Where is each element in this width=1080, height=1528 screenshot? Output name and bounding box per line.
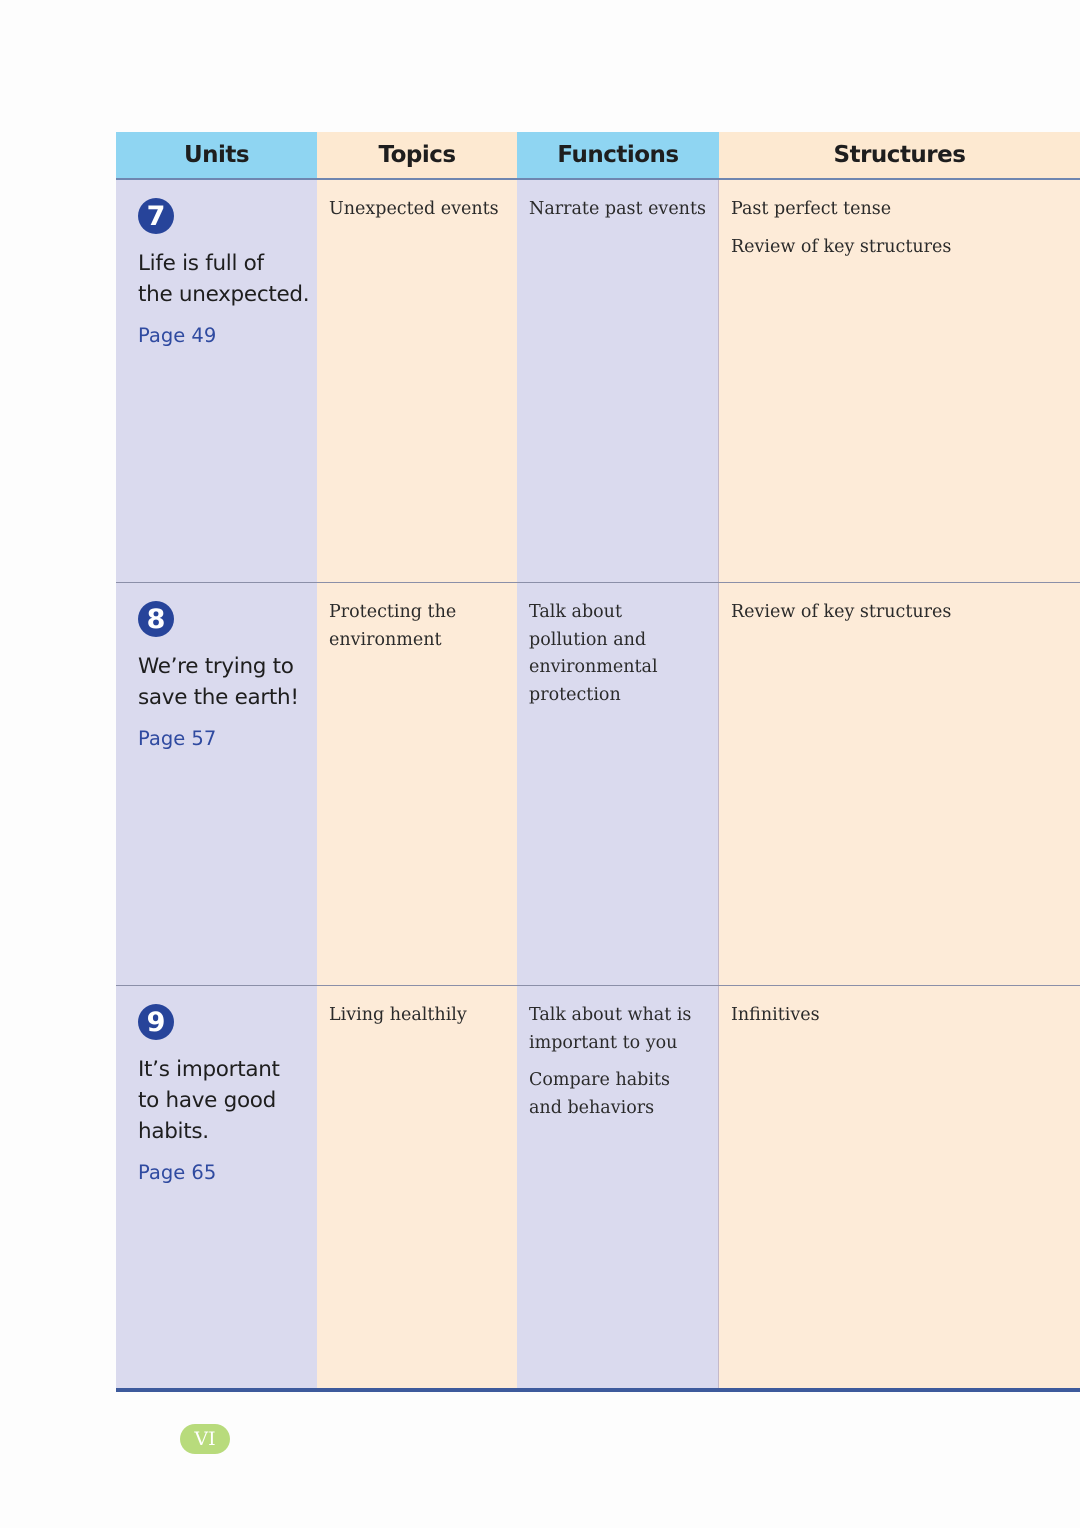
structures-cell xyxy=(719,583,1080,985)
topics-cell xyxy=(317,986,517,1388)
unit-title xyxy=(138,248,317,310)
header-units: Units xyxy=(116,132,317,178)
topic-item: Living healthily xyxy=(329,1005,467,1025)
table-row xyxy=(116,180,1080,583)
structure-item: Review of key structures xyxy=(731,236,952,257)
header-structures: Structures xyxy=(719,132,1080,178)
unit-number-badge: 7 xyxy=(138,198,174,234)
header-functions: Functions xyxy=(517,132,719,178)
unit-title-line: Life is full of xyxy=(138,251,264,276)
topic-item: Unexpected events xyxy=(329,199,499,219)
unit-title-line: to have good xyxy=(138,1088,277,1113)
unit-cell xyxy=(116,583,317,985)
function-item: Talk about what is important to you xyxy=(529,1005,692,1053)
unit-title xyxy=(138,651,317,713)
structure-item: Review of key structures xyxy=(731,602,952,622)
table-header xyxy=(116,132,1080,180)
structure-item: Infinitives xyxy=(731,1005,820,1025)
function-item: Talk about pollution and environmental protection xyxy=(529,602,658,705)
unit-title-line: We’re trying to xyxy=(138,654,294,679)
functions-cell xyxy=(517,583,719,985)
topic-item: Protecting the environment xyxy=(329,602,457,650)
unit-title-line: save the earth! xyxy=(138,685,299,710)
unit-title-line: the unexpected. xyxy=(138,282,310,307)
contents-table xyxy=(116,132,1080,1392)
table-row xyxy=(116,986,1080,1392)
structures-cell xyxy=(719,986,1080,1388)
structures-cell xyxy=(719,180,1080,582)
unit-number-badge: 9 xyxy=(138,1004,174,1040)
topics-cell xyxy=(317,180,517,582)
unit-page-link[interactable]: Page 57 xyxy=(138,727,217,750)
unit-title-line: It’s important xyxy=(138,1057,280,1082)
unit-cell xyxy=(116,986,317,1388)
function-item: Compare habits and behaviors xyxy=(529,1070,670,1118)
unit-title xyxy=(138,1054,317,1147)
unit-title-line: habits. xyxy=(138,1119,209,1144)
unit-cell xyxy=(116,180,317,582)
unit-number-badge: 8 xyxy=(138,601,174,637)
functions-cell xyxy=(517,986,719,1388)
unit-page-link[interactable]: Page 49 xyxy=(138,324,217,347)
table-row xyxy=(116,583,1080,986)
unit-page-link[interactable]: Page 65 xyxy=(138,1161,217,1184)
function-item: Narrate past events xyxy=(529,199,706,219)
topics-cell xyxy=(317,583,517,985)
header-topics: Topics xyxy=(317,132,517,178)
functions-cell xyxy=(517,180,719,582)
structure-item: Past perfect tense xyxy=(731,199,892,219)
page-number-badge: VI xyxy=(180,1424,230,1454)
